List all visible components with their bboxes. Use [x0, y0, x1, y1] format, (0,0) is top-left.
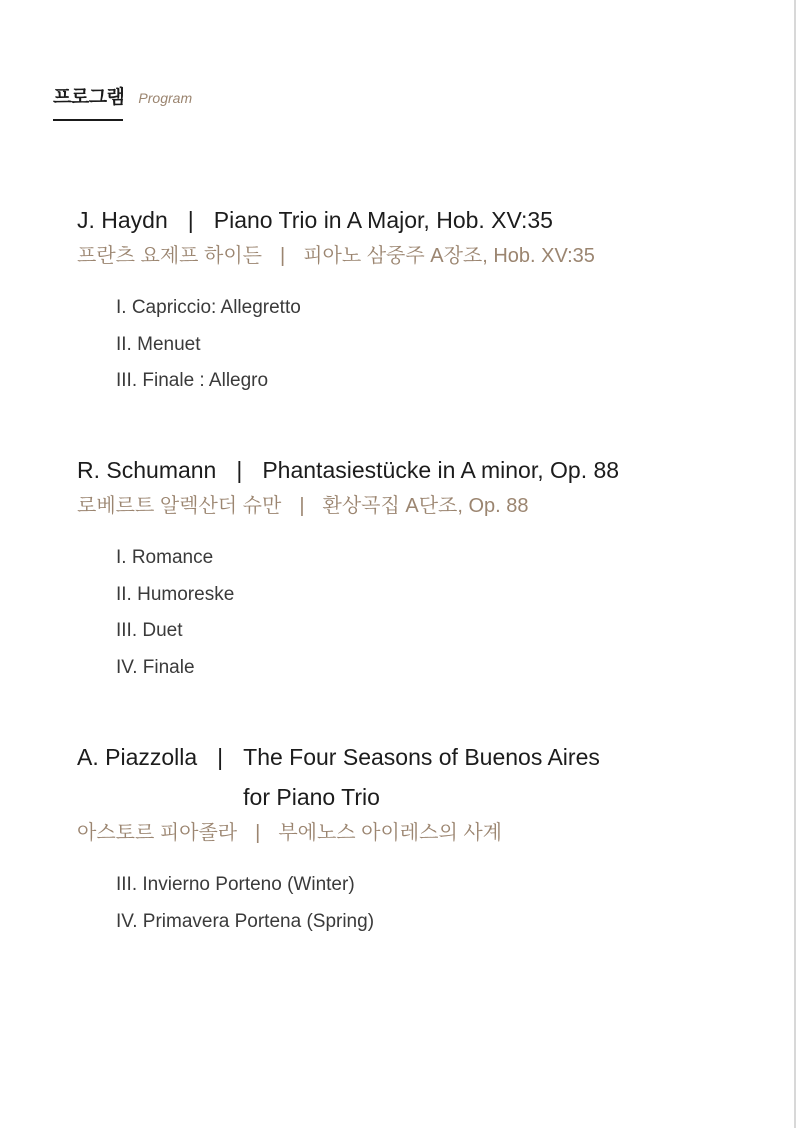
work-title: Piano Trio in A Major, Hob. XV:35 [213, 207, 553, 233]
movement-list [116, 540, 619, 686]
title-separator: | [187, 207, 194, 233]
piece-title [77, 737, 600, 817]
work-title: The Four Seasons of Buenos Aires [243, 744, 600, 770]
title-separator: | [217, 744, 224, 770]
movement-item: I. Capriccio: Allegretto [116, 297, 301, 318]
movement-item: II. Humoreske [116, 583, 235, 605]
movement-list [116, 867, 600, 940]
header-underline [53, 119, 123, 121]
work-title-line2: for Piano Trio [243, 784, 380, 810]
movement-item: II. Menuet [116, 333, 201, 355]
piece-title [77, 450, 619, 490]
composer-name: R. Schumann [77, 457, 217, 483]
piece-title-korean [77, 242, 595, 270]
work-title: Phantasiestücke in A minor, Op. 88 [262, 457, 620, 483]
piece-title [77, 200, 595, 240]
movement-item: IV. Primavera Portena (Spring) [116, 910, 375, 932]
section-title-korean: 프로그램 [53, 87, 125, 108]
section-header [53, 82, 192, 109]
program-piece-piazzolla [77, 737, 600, 940]
program-piece-schumann [77, 450, 619, 686]
movement-item: I. Romance [116, 547, 214, 568]
title-separator-korean: | [299, 495, 305, 517]
section-title-english: Program [138, 90, 193, 106]
program-piece-haydn [77, 200, 595, 400]
piece-title-korean [77, 492, 619, 520]
composer-name-korean: 로베르트 알렉산더 슈만 [77, 495, 282, 517]
movement-list [116, 290, 595, 400]
movement-item: IV. Finale [116, 656, 195, 678]
work-title-korean: 피아노 삼중주 A장조, Hob. XV:35 [303, 245, 595, 267]
movement-item: III. Finale : Allegro [116, 370, 269, 391]
work-title-korean: 환상곡집 A단조, Op. 88 [322, 495, 529, 517]
work-title-block [243, 737, 600, 817]
composer-name: A. Piazzolla [77, 744, 198, 770]
movement-item: III. Invierno Porteno (Winter) [116, 874, 355, 895]
title-separator: | [236, 457, 243, 483]
composer-name: J. Haydn [77, 207, 168, 233]
work-title-korean: 부에노스 아이레스의 사계 [278, 822, 502, 844]
title-separator-korean: | [255, 822, 261, 844]
piece-title-korean [77, 819, 600, 847]
composer-name-korean: 프란츠 요제프 하이든 [77, 245, 262, 267]
composer-name-korean: 아스토르 피아졸라 [77, 822, 238, 844]
title-separator-korean: | [280, 245, 286, 267]
movement-item: III. Duet [116, 620, 183, 641]
